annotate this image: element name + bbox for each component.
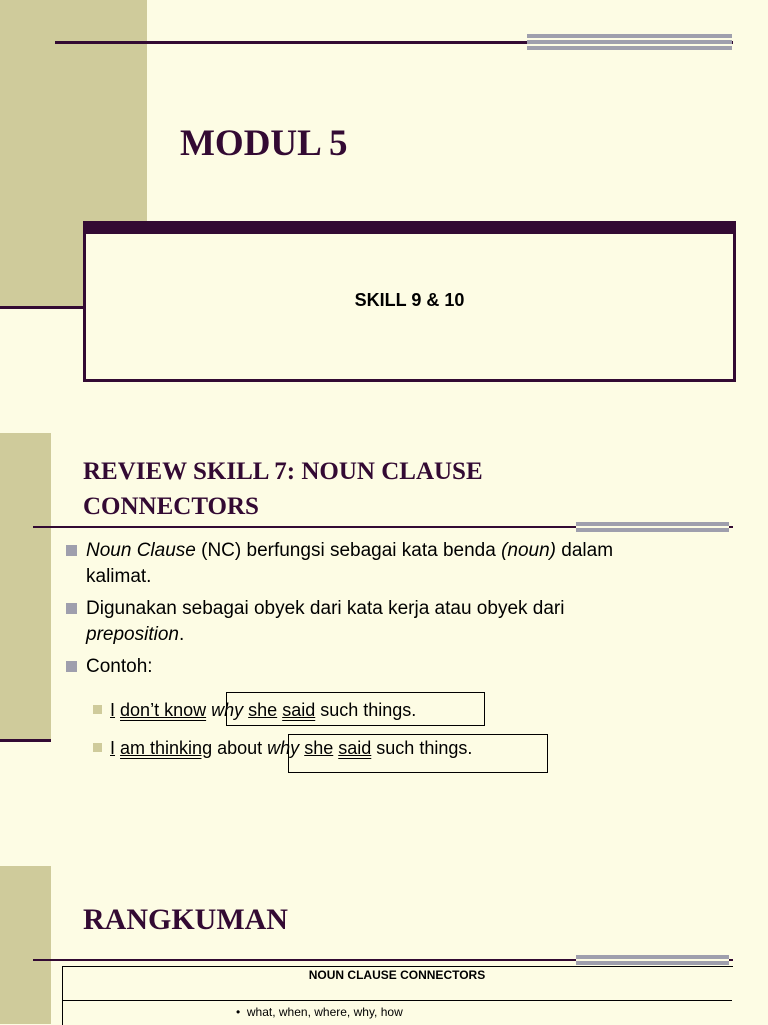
slide3-title: RANGKUMAN <box>83 903 288 936</box>
example1-rest: such things. <box>320 700 417 720</box>
example1-nc-verb: said <box>282 700 316 720</box>
summary-table-header: NOUN CLAUSE CONNECTORS <box>308 968 486 982</box>
example2-nc-verb: said <box>338 738 372 758</box>
example1-sentence <box>93 698 416 722</box>
slide2-title-line1: REVIEW SKILL 7: NOUN CLAUSE <box>83 458 483 485</box>
example1-nc-subject: she <box>248 700 278 720</box>
slide1-left-rule <box>0 306 86 309</box>
bullet1-em2: (noun) <box>501 540 556 561</box>
slide3-grey-stripe <box>576 955 729 966</box>
slide2-title <box>83 454 643 524</box>
bullet-noun-clause <box>66 538 736 590</box>
example2-sentence <box>93 736 472 760</box>
summary-table-divider <box>62 1000 732 1001</box>
bullet-example-label <box>66 654 736 680</box>
example1-connector: why <box>211 700 244 720</box>
example2-connector: why <box>267 738 300 758</box>
bullet-dot-icon: • <box>236 1005 247 1019</box>
bullet3-text: Contoh: <box>86 656 153 677</box>
example1-subject: I <box>110 700 116 720</box>
summary-table-item <box>236 1005 403 1019</box>
slide1-subtitle: SKILL 9 & 10 <box>354 290 465 310</box>
example2-prep: about <box>217 738 263 758</box>
slide1-title: MODUL 5 <box>180 123 348 164</box>
bullet1-text3: kalimat. <box>86 566 152 587</box>
slide3-sidebar-block <box>0 866 51 1024</box>
example2-rest: such things. <box>376 738 473 758</box>
slide2-sidebar-rule <box>0 739 51 742</box>
slide2-grey-stripe <box>576 522 729 533</box>
example2-subject: I <box>110 738 116 758</box>
bullet2-em1: preposition <box>86 624 179 645</box>
slide1-grey-stripe <box>527 34 732 51</box>
bullet1-em1: Noun Clause <box>86 540 196 561</box>
bullet2-text1: Digunakan sebagai obyek dari kata kerja atau obyek dari <box>86 598 565 619</box>
bullet1-text2: dalam <box>556 540 614 561</box>
slide2-title-line2: CONNECTORS <box>83 493 259 520</box>
example1-verb: don’t know <box>120 700 207 720</box>
example2-verb: am thinking <box>120 738 213 758</box>
summary-table-item-text: what, when, where, why, how <box>246 1005 403 1019</box>
bullet1-text1: (NC) berfungsi sebagai kata benda <box>195 540 502 561</box>
bullet2-text2: . <box>178 624 185 645</box>
slide2-sidebar-block <box>0 433 51 742</box>
example2-nc-subject: she <box>304 738 334 758</box>
bullet-usage <box>66 596 736 648</box>
